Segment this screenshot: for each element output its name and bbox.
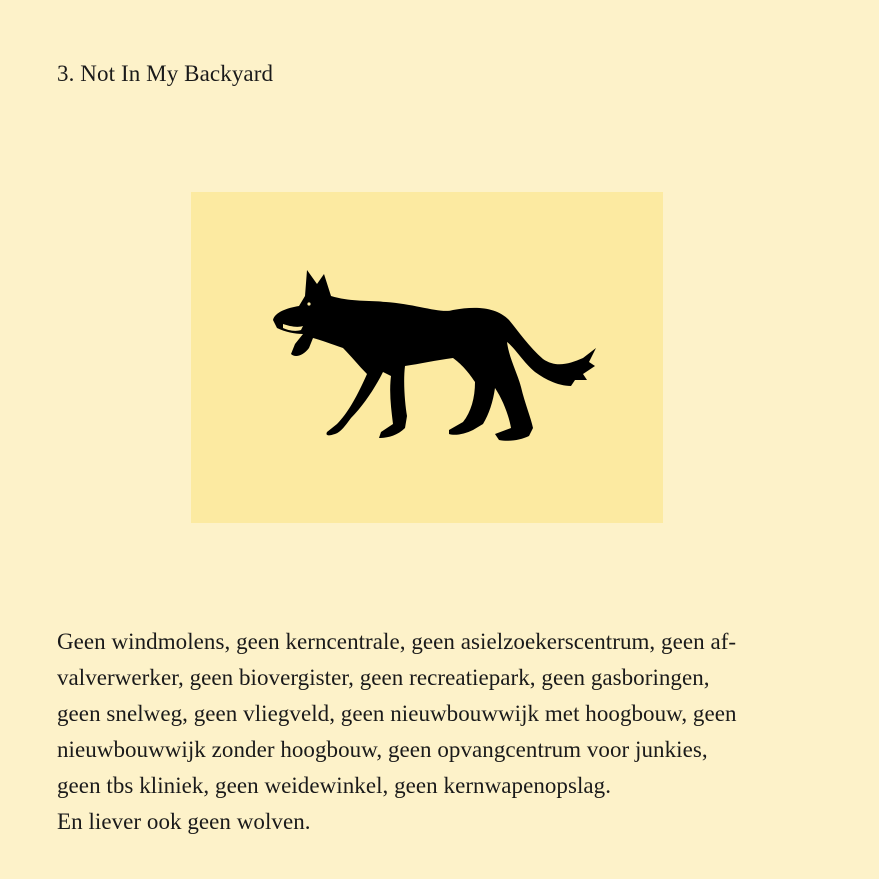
wolf-silhouette-icon bbox=[191, 192, 663, 523]
page-title: 3. Not In My Backyard bbox=[57, 61, 274, 86]
body-line: geen snelweg, geen vliegveld, geen nieuwbouwwijk met hoogbouw, geen bbox=[57, 701, 737, 726]
body-text bbox=[57, 624, 837, 840]
wolf-illustration bbox=[191, 192, 663, 523]
body-line: geen tbs kliniek, geen weidewinkel, geen kernwapenopslag. bbox=[57, 773, 612, 798]
body-line: En liever ook geen wolven. bbox=[57, 809, 311, 834]
body-line: valverwerker, geen biovergister, geen recreatiepark, geen gasboringen, bbox=[57, 665, 710, 690]
body-line: nieuwbouwwijk zonder hoogbouw, geen opvangcentrum voor junkies, bbox=[57, 737, 708, 762]
body-line: Geen windmolens, geen kerncentrale, geen asielzoekerscentrum, geen af- bbox=[57, 629, 737, 654]
